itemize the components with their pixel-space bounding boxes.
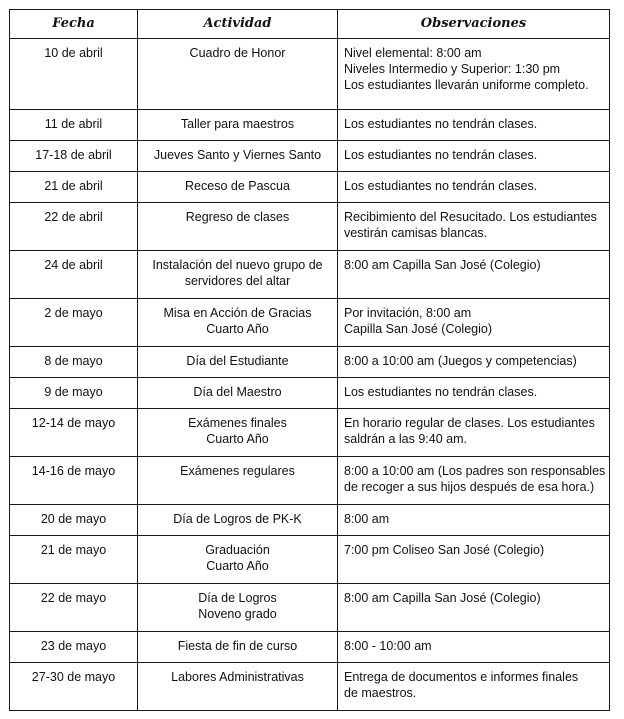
activity-line: Taller para maestros [180, 117, 295, 131]
table-row [10, 39, 610, 110]
observation-line: Los estudiantes llevarán uniforme completo. [344, 78, 589, 92]
date-cell: 24 de abril [10, 251, 138, 299]
observation-line: Capilla San José (Colegio) [344, 322, 492, 336]
observations-cell [338, 110, 610, 141]
activity-cell [138, 409, 338, 457]
table-row [10, 110, 610, 141]
table-row [10, 409, 610, 457]
activity-line: Misa en Acción de Gracias [163, 306, 312, 320]
observations-cell [338, 347, 610, 378]
table-row [10, 299, 610, 347]
observation-line: Los estudiantes no tendrán clases. [344, 179, 538, 193]
observation-line: Niveles Intermedio y Superior: 1:30 pm [344, 62, 561, 76]
date-cell: 22 de abril [10, 203, 138, 251]
observation-line: Los estudiantes no tendrán clases. [344, 385, 538, 399]
observations-cell [338, 584, 610, 632]
observations-cell [338, 536, 610, 584]
date-cell: 2 de mayo [10, 299, 138, 347]
table-row [10, 141, 610, 172]
observation-line: 8:00 a 10:00 am (Juegos y competencias) [344, 354, 577, 368]
activity-line: Jueves Santo y Viernes Santo [153, 148, 322, 162]
observation-line: Recibimiento del Resucitado. Los estudiantes [344, 210, 597, 224]
observations-cell [338, 663, 610, 711]
date-cell: 11 de abril [10, 110, 138, 141]
activity-line: Graduación [205, 543, 270, 557]
activity-line: Día de Logros [198, 591, 277, 605]
observation-line: Por invitación, 8:00 am [344, 306, 472, 320]
activity-line: Cuadro de Honor [189, 46, 286, 60]
date-cell: 12-14 de mayo [10, 409, 138, 457]
table-row [10, 347, 610, 378]
observations-cell [338, 505, 610, 536]
activity-line: Regreso de clases [185, 210, 290, 224]
activity-line: servidores del altar [184, 274, 291, 288]
activity-cell [138, 299, 338, 347]
date-cell: 23 de mayo [10, 632, 138, 663]
observation-line: Entrega de documentos e informes finales [344, 670, 579, 684]
observations-cell [338, 203, 610, 251]
observation-line: Nivel elemental: 8:00 am [344, 46, 482, 60]
activity-line: Receso de Pascua [185, 179, 290, 193]
observations-cell [338, 299, 610, 347]
observation-line: 8:00 am [344, 512, 390, 526]
header-observations: Observaciones [338, 10, 610, 39]
header-date: Fecha [10, 10, 138, 39]
table-row [10, 632, 610, 663]
activity-line: Labores Administrativas [171, 670, 304, 684]
observation-line: Los estudiantes no tendrán clases. [344, 117, 538, 131]
activity-cell [138, 536, 338, 584]
activity-line: Fiesta de fin de curso [177, 639, 298, 653]
activity-line: Cuarto Año [206, 432, 269, 446]
table-row [10, 536, 610, 584]
date-cell: 27-30 de mayo [10, 663, 138, 711]
schedule-body [10, 39, 610, 711]
activity-line: Exámenes finales [188, 416, 287, 430]
activity-cell [138, 251, 338, 299]
activity-cell [138, 203, 338, 251]
activity-line: Instalación del nuevo grupo de [152, 258, 323, 272]
observation-line: de maestros. [344, 686, 417, 700]
observation-line: Los estudiantes no tendrán clases. [344, 148, 538, 162]
activity-line: Día de Logros de PK-K [173, 512, 302, 526]
activity-cell [138, 632, 338, 663]
activity-line: Día del Maestro [193, 385, 282, 399]
activity-cell [138, 584, 338, 632]
observations-cell [338, 39, 610, 110]
date-cell: 21 de mayo [10, 536, 138, 584]
observation-line: 8:00 am Capilla San José (Colegio) [344, 258, 541, 272]
table-row [10, 378, 610, 409]
table-row [10, 505, 610, 536]
observation-line: 8:00 a 10:00 am (Los padres son responsables [344, 464, 606, 478]
observations-cell [338, 457, 610, 505]
observations-cell [338, 632, 610, 663]
date-cell: 17-18 de abril [10, 141, 138, 172]
date-cell: 20 de mayo [10, 505, 138, 536]
activity-cell [138, 39, 338, 110]
table-row [10, 251, 610, 299]
activity-line: Día del Estudiante [186, 354, 289, 368]
observation-line: saldrán a las 9:40 am. [344, 432, 467, 446]
activity-cell [138, 663, 338, 711]
date-cell: 10 de abril [10, 39, 138, 110]
activity-cell [138, 457, 338, 505]
observations-cell [338, 141, 610, 172]
table-row [10, 203, 610, 251]
observations-cell [338, 172, 610, 203]
activity-line: Cuarto Año [206, 322, 269, 336]
table-row [10, 663, 610, 711]
observations-cell [338, 251, 610, 299]
schedule-table [9, 9, 610, 711]
observation-line: de recoger a sus hijos después de esa hora.) [344, 480, 595, 494]
activity-cell [138, 347, 338, 378]
activity-line: Exámenes regulares [180, 464, 295, 478]
activity-cell [138, 505, 338, 536]
observation-line: 8:00 am Capilla San José (Colegio) [344, 591, 541, 605]
date-cell: 21 de abril [10, 172, 138, 203]
date-cell: 22 de mayo [10, 584, 138, 632]
observation-line: vestirán camisas blancas. [344, 226, 488, 240]
activity-line: Cuarto Año [206, 559, 269, 573]
table-header-row [10, 10, 610, 39]
activity-line: Noveno grado [198, 607, 277, 621]
observations-cell [338, 378, 610, 409]
activity-cell [138, 141, 338, 172]
activity-cell [138, 110, 338, 141]
observation-line: 7:00 pm Coliseo San José (Colegio) [344, 543, 545, 557]
header-activity: Actividad [138, 10, 338, 39]
date-cell: 14-16 de mayo [10, 457, 138, 505]
activity-cell [138, 378, 338, 409]
table-row [10, 584, 610, 632]
table-row [10, 457, 610, 505]
observation-line: En horario regular de clases. Los estudiantes [344, 416, 595, 430]
observation-line: 8:00 - 10:00 am [344, 639, 432, 653]
observations-cell [338, 409, 610, 457]
date-cell: 9 de mayo [10, 378, 138, 409]
table-row [10, 172, 610, 203]
date-cell: 8 de mayo [10, 347, 138, 378]
activity-cell [138, 172, 338, 203]
